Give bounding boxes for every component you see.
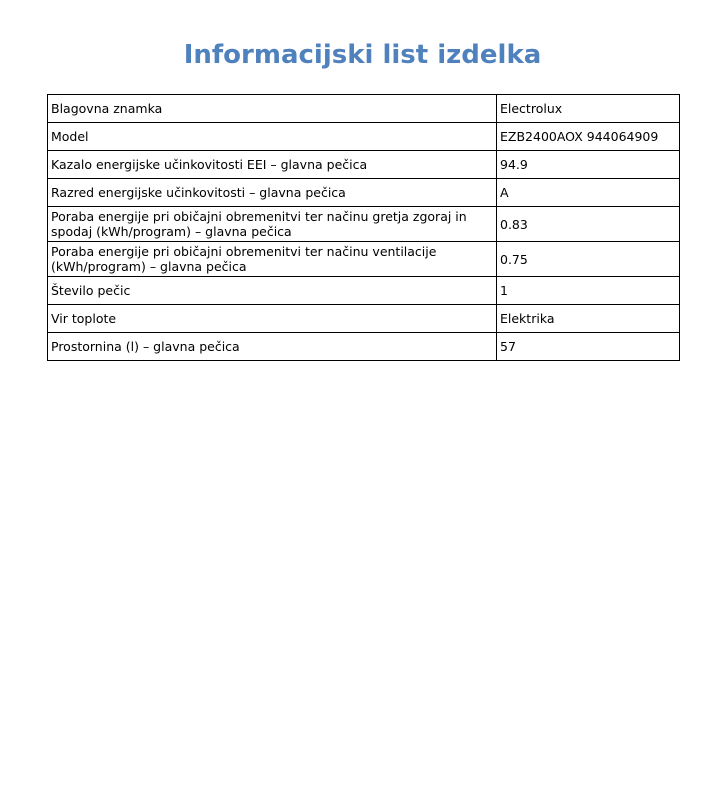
table-row-energy-fan bbox=[48, 242, 680, 277]
table-row-energy-conventional bbox=[48, 207, 680, 242]
row-value: Electrolux bbox=[497, 95, 680, 123]
row-value: 0.75 bbox=[497, 242, 680, 277]
row-label: Blagovna znamka bbox=[48, 95, 497, 123]
row-label: Število pečic bbox=[48, 277, 497, 305]
table-row-volume bbox=[48, 333, 680, 361]
table-row-heat-source bbox=[48, 305, 680, 333]
row-value: 94.9 bbox=[497, 151, 680, 179]
table-row-oven-count bbox=[48, 277, 680, 305]
row-label: Poraba energije pri običajni obremenitvi ter načinu gretja zgoraj in spodaj (kWh/program) – glavna pečica bbox=[48, 207, 497, 242]
row-label: Poraba energije pri običajni obremenitvi ter načinu ventilacije (kWh/program) – glavna pečica bbox=[48, 242, 497, 277]
table-row-model bbox=[48, 123, 680, 151]
table-row-energy-class bbox=[48, 179, 680, 207]
row-label: Vir toplote bbox=[48, 305, 497, 333]
row-value: 57 bbox=[497, 333, 680, 361]
table-row-eei bbox=[48, 151, 680, 179]
row-label: Razred energijske učinkovitosti – glavna pečica bbox=[48, 179, 497, 207]
row-value: 1 bbox=[497, 277, 680, 305]
product-info-table bbox=[47, 94, 680, 361]
row-label: Kazalo energijske učinkovitosti EEI – glavna pečica bbox=[48, 151, 497, 179]
row-label: Prostornina (l) – glavna pečica bbox=[48, 333, 497, 361]
row-value: Elektrika bbox=[497, 305, 680, 333]
row-value: EZB2400AOX 944064909 bbox=[497, 123, 680, 151]
row-label: Model bbox=[48, 123, 497, 151]
table-row-brand bbox=[48, 95, 680, 123]
row-value: A bbox=[497, 179, 680, 207]
row-value: 0.83 bbox=[497, 207, 680, 242]
page-title: Informacijski list izdelka bbox=[183, 40, 542, 70]
